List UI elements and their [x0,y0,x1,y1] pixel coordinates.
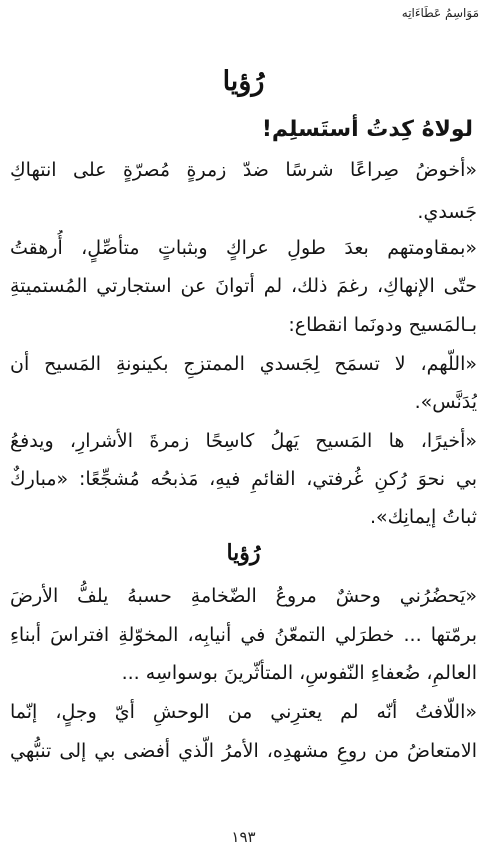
paragraph-line: «بمقاومتهم بعدَ طولِ عراكٍ وبثباتٍ متأصِّلٍ، أُرهقتُ [10,237,477,259]
paragraph-line: يُدَنَّس». [414,391,477,413]
page-number: ١٩٣ [231,828,256,846]
paragraph-line: بـالمَسيح ودونَما انقطاع: [288,314,477,336]
paragraph-line: الامتعاضُ من روعِ مشهدِه، الأمرُ الّذي أفضى بي إلى تنبُّهي [10,740,477,762]
section-title: رُؤيا [222,66,265,97]
paragraph-line: «يَحضُرُني وحشٌ مروعُ الضّخامةِ حسبهُ يلفُّ الأرضَ [10,585,477,607]
paragraph-line: بي نحوَ رُكنِ غُرفتي، القائمِ فيهِ، مَذبحُه مُشجِّعًا: «مباركٌ [10,468,477,490]
paragraph-line: «أخوضُ صِراعًا شرسًا ضدّ زمرةٍ مُصرّةٍ على انتهاكِ [10,159,477,181]
paragraph-line: برمّتها ... خطرَلي التمعّنُ في أنيابِه، المخوّلةِ افتراسَ أبناءِ [10,624,477,646]
paragraph-line: حتّى الإنهاكِ، رغمَ ذلك، لم أتوانَ عن استجارتي المُستميتةِ [10,275,477,297]
paragraph-line: ثباتُ إيمانِك». [369,506,477,528]
paragraph-line: «أخيرًا، ها المَسيح يَهلُ كاسِحًا زمرةَ الأشرارِ، ويدفعُ [10,430,477,452]
section-heading: لولاهُ كِدتُ أستَسلِم! [261,117,473,142]
paragraph-line: «اللّهم، لا تسمَح لِجَسدي الممتزجِ بكينونةِ المَسيح أن [10,353,477,375]
paragraph-line: جَسدي. [417,201,477,223]
paragraph-line: «اللّافتُ أنّه لم يعترِني من الوحشِ أيّ وجلٍ، إنّما [10,701,477,723]
section-title: رُؤيا [226,540,261,566]
running-header: مَوَاسِمُ عَطَاءَاتِه [401,6,479,20]
paragraph-line: العالمِ، ضُعفاءِ النّفوسِ، المتأثّرينَ بوسواسِه ... [121,662,477,684]
